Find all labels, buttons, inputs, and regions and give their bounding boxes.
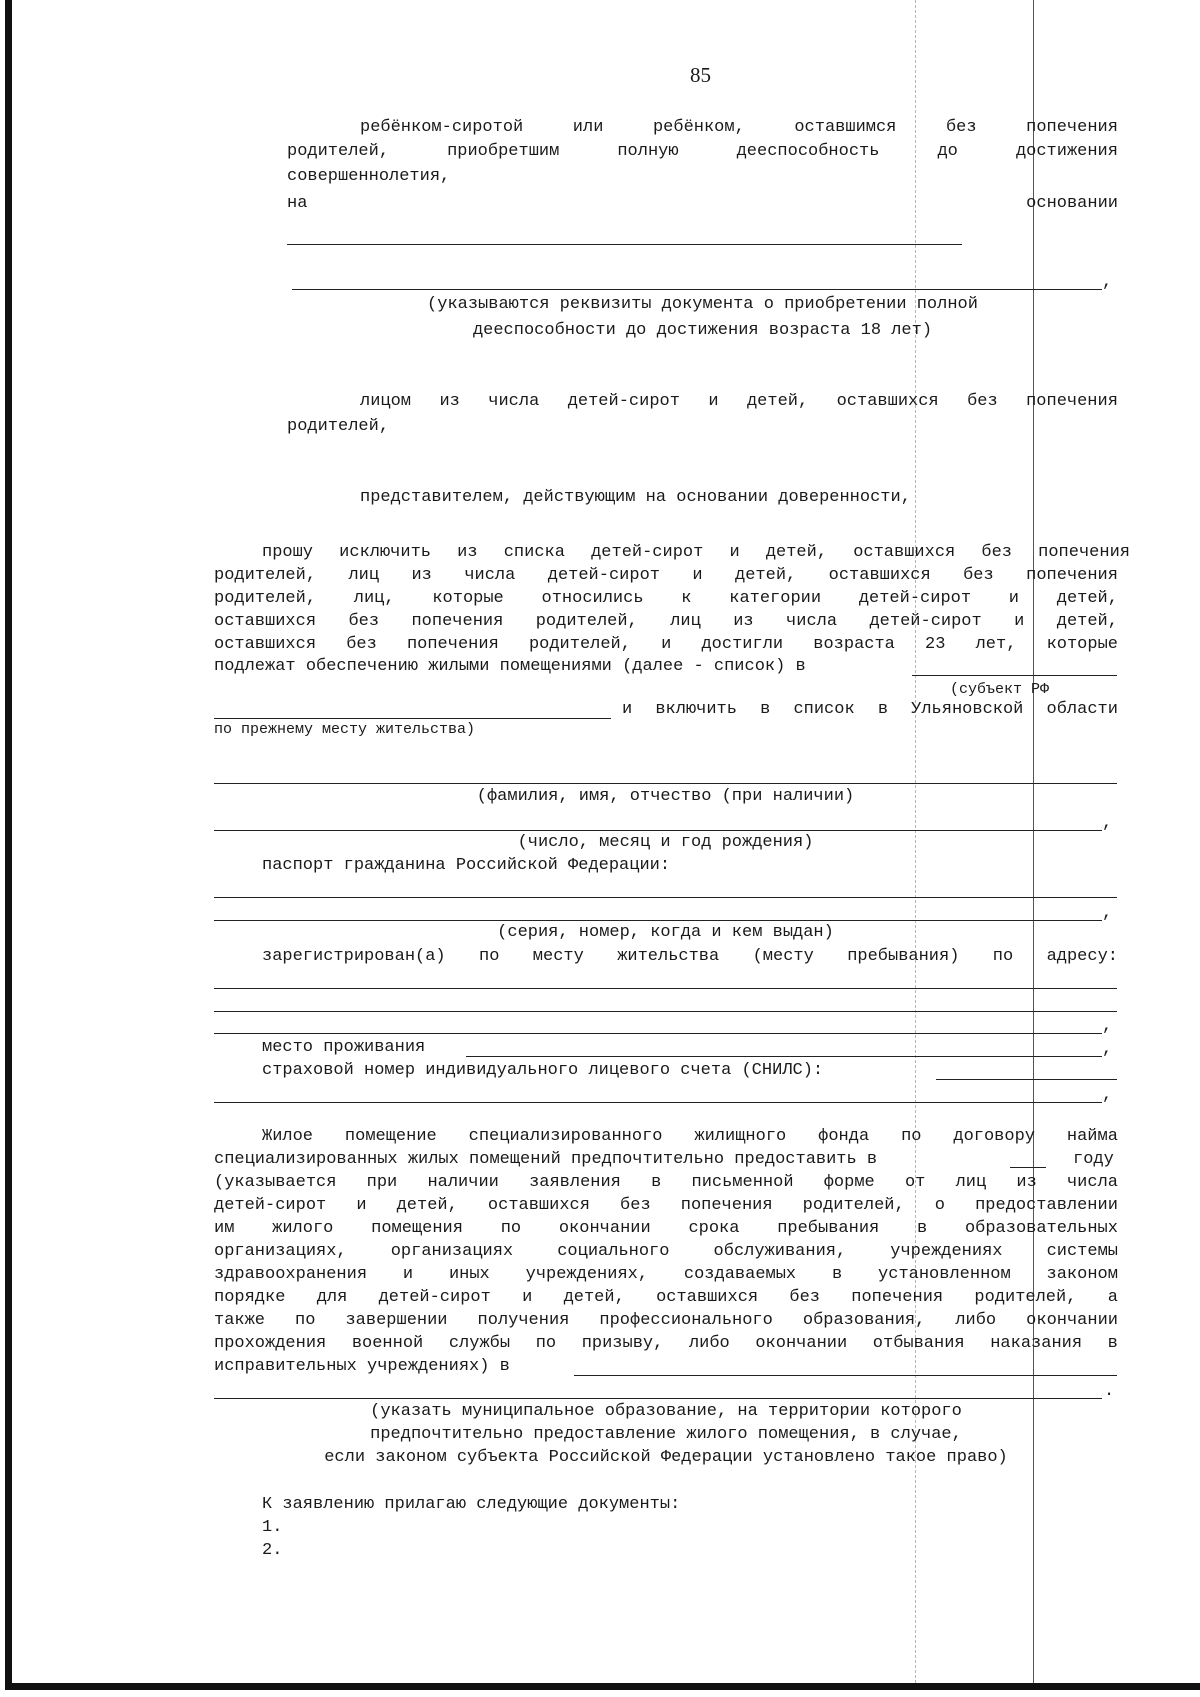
- word: попечения: [680, 1196, 773, 1215]
- word: лиц,: [353, 589, 395, 608]
- word: родителей,: [528, 635, 631, 654]
- word: приобретшим: [447, 142, 560, 161]
- word: форме: [823, 1173, 875, 1192]
- word: службы: [448, 1334, 511, 1353]
- word: обслуживания,: [713, 1242, 847, 1261]
- word: без: [945, 118, 977, 137]
- word: детей,: [765, 543, 828, 562]
- word: месту: [532, 947, 584, 966]
- request-line-1: [262, 542, 1130, 564]
- request-line-3: [214, 588, 1118, 610]
- subject-blank-line[interactable]: [912, 675, 1117, 676]
- word: (месту: [752, 947, 814, 966]
- living-place-label: место проживания: [262, 1038, 426, 1057]
- housing-line-2b: году: [1073, 1150, 1114, 1169]
- word: образовательных: [964, 1219, 1118, 1238]
- passport-label: паспорт гражданина Российской Федерации:: [262, 856, 671, 875]
- dob-blank-line[interactable]: [214, 830, 1102, 831]
- basis-hint-2: дееспособности до достижения возраста 18 лет): [472, 321, 933, 340]
- word: и: [692, 566, 703, 585]
- word: числа: [464, 566, 516, 585]
- word: без: [981, 543, 1012, 562]
- word: без: [348, 612, 380, 631]
- word: (указывается: [214, 1173, 337, 1192]
- word: срока: [688, 1219, 740, 1238]
- word: которые: [432, 589, 504, 608]
- word: детей,: [746, 392, 809, 411]
- word: при: [366, 1173, 398, 1192]
- comma: ,: [1102, 273, 1113, 292]
- word: основании: [1026, 194, 1118, 213]
- word: системы: [1046, 1242, 1118, 1261]
- word: окончании: [755, 1334, 848, 1353]
- word: попечения: [1026, 566, 1118, 585]
- period: .: [1104, 1382, 1115, 1401]
- word: числа: [488, 392, 540, 411]
- word: пребывания: [777, 1219, 880, 1238]
- word: по: [295, 1311, 316, 1330]
- word: детей,: [563, 1288, 625, 1307]
- word: родителей,: [535, 612, 638, 631]
- word: список: [793, 700, 855, 719]
- housing-line-8: [214, 1287, 1118, 1309]
- subject-hint: (субъект РФ: [950, 681, 1050, 698]
- word: от: [904, 1173, 926, 1192]
- municipality-hint-2: предпочтительно предоставление жилого помещения, в случае,: [370, 1425, 962, 1444]
- housing-line-6: [214, 1241, 1118, 1263]
- word: учреждениях,: [525, 1265, 649, 1284]
- word: заявления: [529, 1173, 621, 1192]
- word: исключить: [339, 543, 431, 562]
- word: и: [708, 392, 719, 411]
- word: помещения: [371, 1219, 463, 1238]
- year-blank-line[interactable]: [1010, 1167, 1046, 1168]
- word: призыву,: [581, 1334, 664, 1353]
- word: Ульяновской: [911, 700, 1024, 719]
- basis-blank-line-2[interactable]: [292, 289, 1102, 290]
- word: дееспособность: [736, 142, 880, 161]
- word: числа: [1066, 1173, 1118, 1192]
- word: по: [901, 1127, 922, 1146]
- passport-hint: (серия, номер, когда и кем выдан): [497, 923, 834, 942]
- housing-line-10: [214, 1333, 1118, 1355]
- housing-line-9: [214, 1310, 1118, 1332]
- scan-border-bottom: [5, 1683, 1200, 1690]
- word: без: [963, 566, 994, 585]
- basis-blank-line-1[interactable]: [287, 244, 962, 245]
- snils-blank-line[interactable]: [936, 1079, 1117, 1080]
- residence-hint: по прежнему месту жительства): [214, 721, 476, 738]
- municipality-blank-line-2[interactable]: [214, 1398, 1102, 1399]
- word: родителей,: [974, 1288, 1077, 1307]
- comma: ,: [1102, 1040, 1113, 1059]
- dob-hint: (число, месяц и год рождения): [517, 833, 814, 852]
- municipality-blank-line-1[interactable]: [574, 1375, 1117, 1376]
- word: оставшихся: [656, 1288, 759, 1307]
- word: лиц: [670, 612, 701, 631]
- word: ребёнком,: [652, 118, 745, 137]
- word: оставшихся: [214, 612, 317, 631]
- word: и: [622, 700, 633, 719]
- word: детей,: [396, 1196, 458, 1215]
- word: Жилое: [262, 1127, 314, 1146]
- fio-blank-line[interactable]: [214, 783, 1117, 784]
- word: попечения: [411, 612, 504, 631]
- word: учреждениях: [890, 1242, 1003, 1261]
- word: попечения: [1038, 543, 1130, 562]
- word: военной: [351, 1334, 424, 1353]
- housing-line-2a: специализированных жилых помещений предпочтительно предоставить в: [214, 1150, 878, 1169]
- word: наказания: [990, 1334, 1083, 1353]
- word: родителей,: [802, 1196, 905, 1215]
- word: включить: [655, 700, 737, 719]
- housing-line-3: [214, 1172, 1118, 1194]
- municipality-hint-3: если законом субъекта Российской Федерации установлено такое право): [324, 1448, 1008, 1467]
- snils-label: страховой номер индивидуального лицевого счета (СНИЛС):: [262, 1061, 824, 1080]
- word: наличии: [427, 1173, 499, 1192]
- word: и: [402, 1265, 414, 1284]
- word: порядке: [214, 1288, 286, 1307]
- word: письменной: [691, 1173, 794, 1192]
- word: без: [967, 392, 998, 411]
- request-line-5: [214, 634, 1118, 656]
- comma: ,: [1102, 1017, 1113, 1036]
- word: категории: [729, 589, 822, 608]
- word: родителей,: [287, 142, 390, 161]
- word: по: [992, 947, 1014, 966]
- word: жительства: [617, 947, 720, 966]
- word: о: [934, 1196, 945, 1215]
- word: зарегистрирован(а): [262, 947, 446, 966]
- word: установленном: [878, 1265, 1011, 1284]
- word: в: [831, 1265, 843, 1284]
- word: по: [500, 1219, 522, 1238]
- attachments-label: К заявлению прилагаю следующие документы:: [262, 1495, 681, 1514]
- word: списка: [503, 543, 565, 562]
- word: детей-сирот: [567, 392, 680, 411]
- word: области: [1046, 700, 1118, 719]
- address-blank-line-2[interactable]: [214, 1011, 1117, 1012]
- word: оставшимся: [794, 118, 897, 137]
- word: и: [729, 543, 740, 562]
- word: жилого: [272, 1219, 334, 1238]
- word: числа: [786, 612, 838, 631]
- word: к: [681, 589, 692, 608]
- word: профессионального: [599, 1311, 773, 1330]
- word: специализированного: [468, 1127, 663, 1146]
- request-line-4: [214, 611, 1118, 633]
- passport-blank-line-2[interactable]: [214, 920, 1102, 921]
- word: достигли: [701, 635, 784, 654]
- attachment-item: 1.: [262, 1518, 283, 1537]
- word: фонда: [818, 1127, 870, 1146]
- word: детей,: [1056, 589, 1118, 608]
- word: которые: [1046, 635, 1118, 654]
- municipality-hint-1: (указать муниципальное образование, на территории которого: [370, 1402, 962, 1421]
- sec3-line-1: представителем, действующим на основании доверенности,: [360, 488, 911, 507]
- word: детей,: [1056, 612, 1118, 631]
- word: из: [439, 392, 460, 411]
- word: относились: [541, 589, 644, 608]
- word: лиц: [348, 566, 380, 585]
- word: образования,: [802, 1311, 926, 1330]
- word: в: [916, 1219, 928, 1238]
- page-number: 85: [690, 63, 711, 87]
- word: детей-сирот: [591, 543, 704, 562]
- word: детей-сирот: [547, 566, 660, 585]
- word: им: [214, 1219, 235, 1238]
- word: пребывания): [847, 947, 960, 966]
- word: без: [620, 1196, 651, 1215]
- word: детей-сирот: [378, 1288, 491, 1307]
- comma: ,: [1102, 904, 1113, 923]
- word: родителей,: [214, 589, 317, 608]
- word: до: [937, 142, 958, 161]
- word: жилищного: [694, 1127, 787, 1146]
- scan-border-left: [5, 0, 12, 1690]
- housing-line-7: [214, 1264, 1118, 1286]
- word: завершении: [345, 1311, 448, 1330]
- word: из: [1016, 1173, 1037, 1192]
- word: оставшихся: [828, 566, 931, 585]
- word: и: [1014, 612, 1025, 631]
- housing-line-4: [214, 1195, 1118, 1217]
- word: из: [457, 543, 478, 562]
- word: отбывания: [872, 1334, 965, 1353]
- word: лицом: [360, 392, 412, 411]
- housing-line-5: [214, 1218, 1118, 1240]
- word: без: [346, 635, 377, 654]
- word: из: [411, 566, 432, 585]
- word: и: [1008, 589, 1019, 608]
- word: и: [661, 635, 672, 654]
- request-line-6: подлежат обеспечению жилыми помещениями (далее - список) в: [214, 657, 806, 676]
- address-blank-line-1[interactable]: [214, 988, 1117, 989]
- word: получения: [477, 1311, 570, 1330]
- word: на: [287, 194, 308, 213]
- word: лиц: [955, 1173, 987, 1192]
- word: без: [789, 1288, 820, 1307]
- word: детей-сирот: [214, 1196, 327, 1215]
- snils-blank-line-2[interactable]: [214, 1102, 1102, 1103]
- word: организациях,: [214, 1242, 347, 1261]
- word: найма: [1066, 1127, 1118, 1146]
- word: попечения: [851, 1288, 944, 1307]
- word: лет,: [975, 635, 1017, 654]
- word: для: [316, 1288, 348, 1307]
- word: договору: [953, 1127, 1035, 1146]
- word: оставшихся: [214, 635, 317, 654]
- word: создаваемых: [683, 1265, 797, 1284]
- word: и: [356, 1196, 367, 1215]
- word: ребёнком-сиротой: [360, 118, 524, 137]
- word: детей-сирот: [869, 612, 982, 631]
- housing-line-11: исправительных учреждениях) в: [214, 1357, 510, 1376]
- word: социального: [557, 1242, 670, 1261]
- word: а: [1107, 1288, 1118, 1307]
- word: помещение: [344, 1127, 437, 1146]
- word: окончании: [558, 1219, 651, 1238]
- word: оставшихся: [836, 392, 939, 411]
- word: попечения: [406, 635, 499, 654]
- sec2-line-1: [360, 391, 1118, 413]
- word: по: [535, 1334, 557, 1353]
- word: или: [572, 118, 604, 137]
- word: попечения: [1026, 118, 1118, 137]
- word: полную: [617, 142, 679, 161]
- comma: ,: [1102, 814, 1113, 833]
- word: в: [651, 1173, 662, 1192]
- word: детей-сирот: [858, 589, 972, 608]
- fio-hint: (фамилия, имя, отчество (при наличии): [476, 787, 855, 806]
- living-place-blank-line[interactable]: [466, 1056, 1102, 1057]
- word: окончании: [1026, 1311, 1118, 1330]
- sec1-line-4: [287, 193, 1118, 215]
- word: здравоохранения: [214, 1265, 368, 1284]
- request-line-2: [214, 565, 1118, 587]
- word: также: [214, 1311, 266, 1330]
- address-blank-line-3[interactable]: [214, 1033, 1102, 1034]
- word: достижения: [1015, 142, 1118, 161]
- registration-label: [262, 946, 1118, 968]
- word: в: [1107, 1334, 1118, 1353]
- basis-hint-1: (указываются реквизиты документа о приобретении полной: [427, 295, 978, 314]
- word: адресу:: [1046, 947, 1118, 966]
- word: в: [877, 700, 889, 719]
- passport-blank-line-1[interactable]: [214, 897, 1117, 898]
- word: иных: [448, 1265, 490, 1284]
- comma: ,: [1102, 1086, 1113, 1105]
- word: и: [522, 1288, 533, 1307]
- sec1-line-1: [360, 117, 1118, 139]
- word: организациях: [390, 1242, 514, 1261]
- word: по: [479, 947, 500, 966]
- word: либо: [955, 1311, 997, 1330]
- word: из: [733, 612, 754, 631]
- housing-line-1: [262, 1126, 1118, 1148]
- word: прохождения: [214, 1334, 327, 1353]
- sec2-line-2: родителей,: [287, 417, 390, 436]
- word: либо: [688, 1334, 730, 1353]
- attachment-item: 2.: [262, 1541, 283, 1560]
- word: родителей,: [214, 566, 317, 585]
- word: попечения: [1026, 392, 1118, 411]
- word: возраста: [813, 635, 895, 654]
- word: оставшихся: [487, 1196, 590, 1215]
- sec1-line-3: совершеннолетия,: [287, 167, 451, 186]
- sec1-line-2: [287, 141, 1118, 163]
- word: 23: [925, 635, 946, 654]
- word: законом: [1046, 1265, 1118, 1284]
- request-line-7: [622, 699, 1118, 721]
- word: в: [760, 700, 771, 719]
- word: оставшихся: [853, 543, 956, 562]
- word: детей,: [735, 566, 797, 585]
- word: предоставлении: [975, 1196, 1118, 1215]
- word: прошу: [262, 543, 314, 562]
